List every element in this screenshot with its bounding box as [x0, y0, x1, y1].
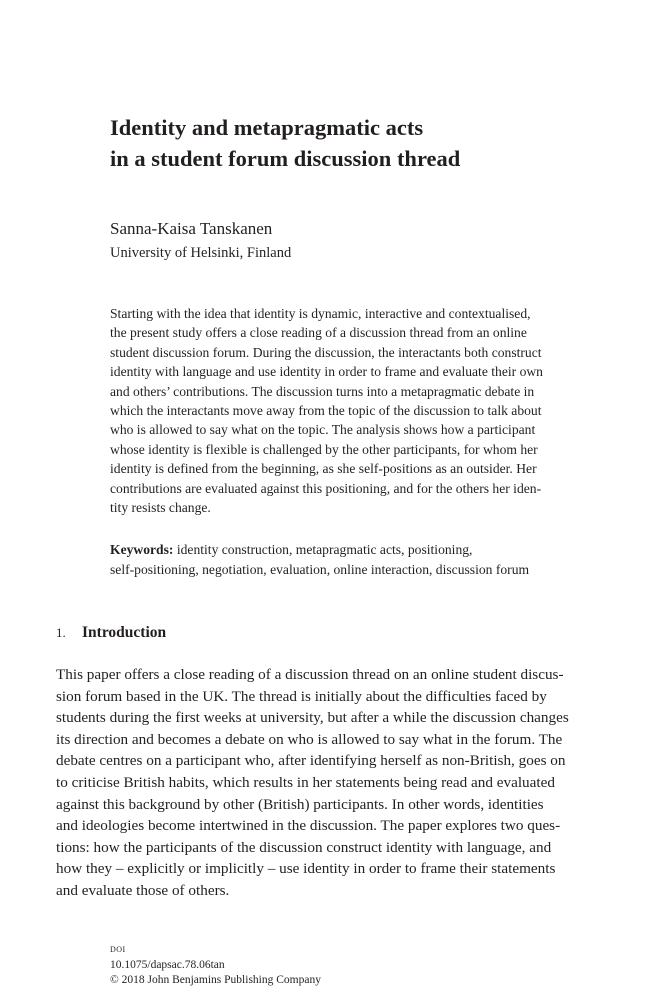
body-line: to criticise British habits, which results in her statements being read and evaluated [56, 773, 555, 791]
section-title: Introduction [82, 624, 167, 641]
abstract-line: identity is defined from the beginning, as she self-positions as an outsider. Her [110, 461, 537, 477]
abstract-line: and others’ contributions. The discussion turns into a metapragmatic debate in [110, 383, 535, 399]
keywords [110, 540, 600, 579]
doi-label: doi [110, 943, 126, 955]
section-number: 1. [56, 625, 66, 640]
title-line: in a student forum discussion thread [110, 146, 461, 171]
title-line: Identity and metapragmatic acts [110, 115, 424, 140]
keywords-line: self-positioning, negotiation, evaluation, online interaction, discussion forum [110, 561, 530, 577]
body-line: This paper offers a close reading of a discussion thread on an online student discus- [56, 666, 564, 683]
abstract-line: identity with language and use identity in order to frame and evaluate their own [110, 364, 543, 380]
abstract-line: which the interactants move away from the topic of the discussion to talk about [110, 403, 542, 419]
author-name: Sanna-Kaisa Tanskanen [110, 219, 273, 238]
body-line: tions: how the participants of the discussion construct identity with language, and [56, 838, 552, 856]
abstract-line: who is allowed to say what on the topic. The analysis shows how a participant [110, 422, 536, 438]
body-line: debate centres on a participant who, after identifying herself as non-British, goes on [56, 752, 566, 770]
abstract-line: the present study offers a close reading of a discussion thread from an online [110, 325, 527, 341]
page-footer [110, 942, 321, 989]
keywords-text: identity construction, metapragmatic acts, positioning, [176, 542, 473, 557]
section-heading [56, 622, 166, 644]
doi-value: 10.1075/dapsac.78.06tan [110, 958, 225, 971]
keywords-label: Keywords: [110, 542, 174, 557]
body-line: how they – explicitly or implicitly – use identity in order to frame their statements [56, 860, 556, 878]
abstract-line: student discussion forum. During the discussion, the interactants both construct [110, 344, 542, 360]
author-affiliation: University of Helsinki, Finland [110, 245, 292, 261]
abstract [110, 304, 600, 517]
paper-title [110, 112, 610, 174]
abstract-line: tity resists change. [110, 500, 211, 516]
body-line: its direction and becomes a debate on who is allowed to say what in the forum. The [56, 730, 563, 748]
doi-line [110, 942, 321, 973]
body-line: and ideologies become intertwined in the discussion. The paper explores two ques- [56, 817, 561, 835]
abstract-line: whose identity is flexible is challenged by the other participants, for whom her [110, 441, 538, 457]
copyright-line: © 2018 John Benjamins Publishing Company [110, 974, 321, 986]
abstract-line: Starting with the idea that identity is dynamic, interactive and contextualised, [110, 306, 531, 321]
body-line: against this background by other (British) participants. In other words, identities [56, 795, 544, 813]
body-line: students during the first weeks at university, but after a while the discussion changes [56, 709, 569, 727]
body-line: sion forum based in the UK. The thread is initially about the difficulties faced by [56, 687, 547, 705]
body-line: and evaluate those of others. [56, 881, 230, 899]
body-paragraph [56, 664, 596, 902]
abstract-line: contributions are evaluated against this positioning, and for the others her iden- [110, 480, 542, 496]
keywords-line [110, 540, 600, 560]
